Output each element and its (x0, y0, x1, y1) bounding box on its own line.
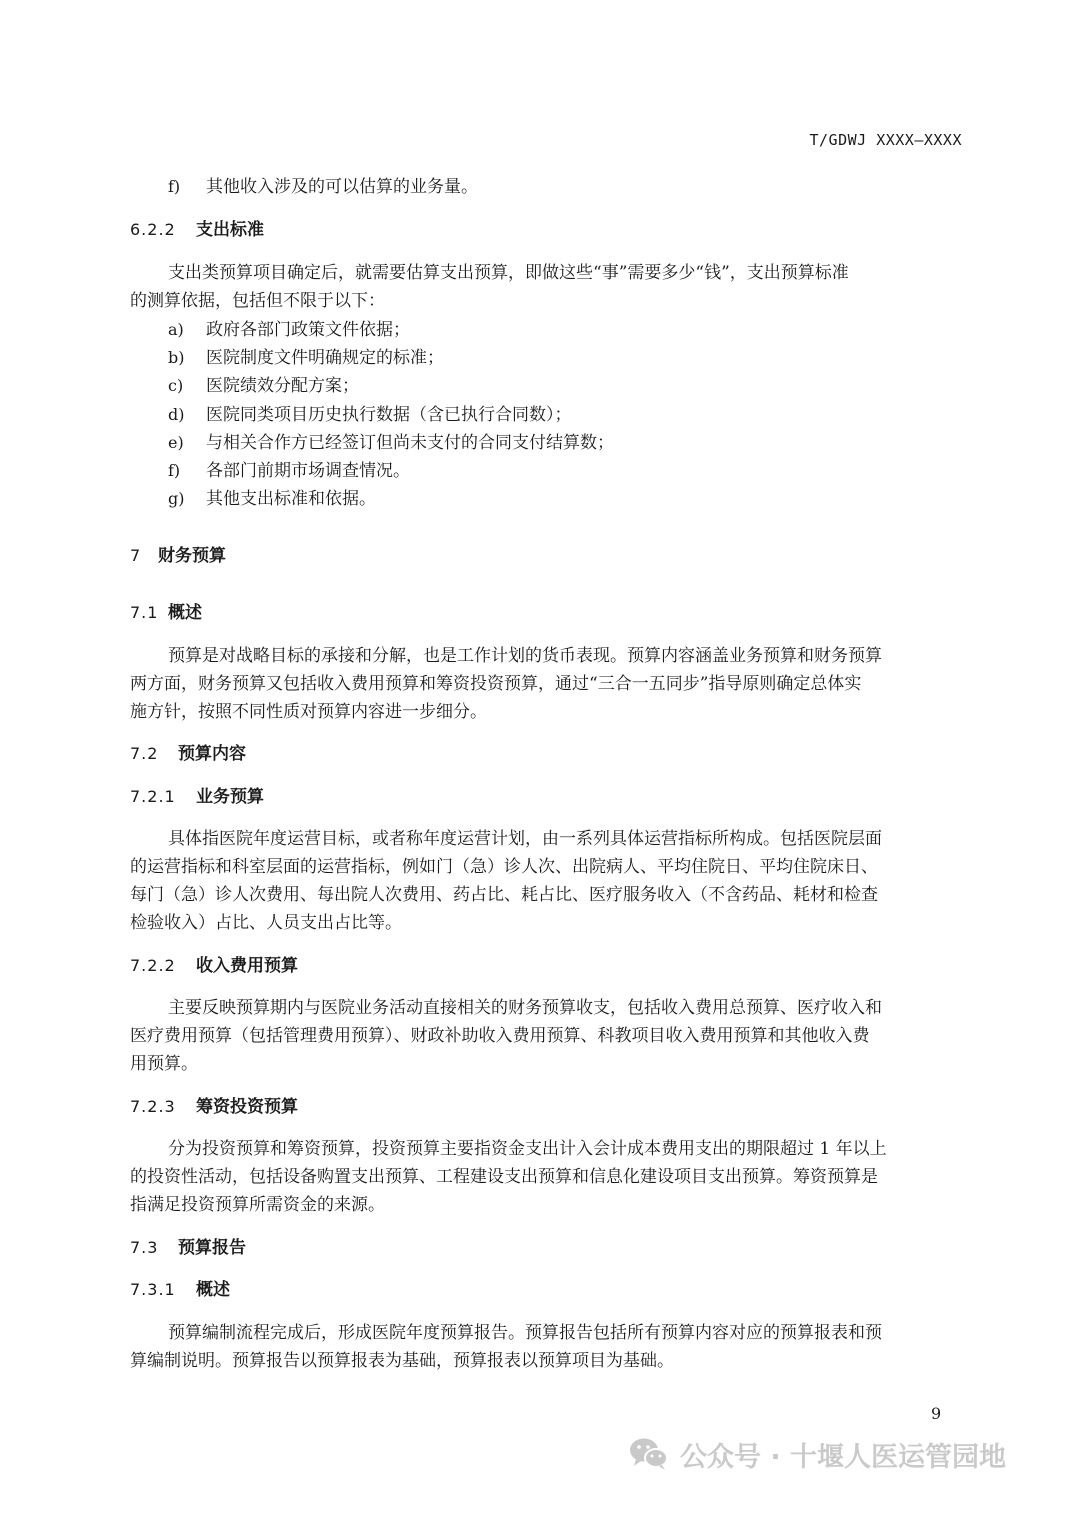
section-number: 7.2 (130, 744, 159, 763)
paragraph-line: 检验收入）占比、人员支出占比等。 (130, 913, 402, 933)
paragraph-line: 的测算依据，包括但不限于以下： (130, 291, 385, 311)
paragraph-line: 用预算。 (130, 1054, 198, 1074)
list-item-marker: d) (168, 405, 185, 424)
paragraph-line: 两方面，财务预算又包括收入费用预算和筹资投资预算，通过“三合一五同步”指导原则确定总体实 (130, 674, 862, 694)
watermark (628, 1432, 1006, 1476)
paragraph-line: 预算是对战略目标的承接和分解，也是工作计划的货币表现。预算内容涵盖业务预算和财务预算 (168, 646, 882, 666)
list-item-marker: f) (168, 177, 181, 196)
page-number: 9 (931, 1404, 942, 1423)
section-title: 预算报告 (178, 1238, 246, 1258)
paragraph-line: 每门（急）诊人次费用、每出院人次费用、药占比、耗占比、医疗服务收入（不含药品、耗材和检查 (130, 885, 878, 905)
list-item-text: 其他支出标准和依据。 (206, 489, 376, 509)
section-number: 7.2.3 (130, 1097, 176, 1116)
paragraph-line: 主要反映预算期内与医院业务活动直接相关的财务预算收支，包括收入费用总预算、医疗收入和 (168, 998, 882, 1018)
wechat-icon (628, 1436, 670, 1472)
list-item-text: 与相关合作方已经签订但尚未支付的合同支付结算数； (206, 433, 614, 453)
watermark-text: 公众号 · 十堰人医运管园地 (680, 1441, 1007, 1473)
section-title: 收入费用预算 (196, 956, 298, 976)
paragraph-line: 医疗费用预算（包括管理费用预算）、财政补助收入费用预算、科教项目收入费用预算和其他收入费 (130, 1026, 870, 1046)
list-item-text: 医院同类项目历史执行数据（含已执行合同数）； (206, 405, 572, 425)
list-item-text: 政府各部门政策文件依据； (206, 320, 410, 340)
document-code: T/GDWJ XXXX—XXXX (809, 131, 962, 149)
paragraph-line: 预算编制流程完成后，形成医院年度预算报告。预算报告包括所有预算内容对应的预算报表和预 (168, 1323, 882, 1343)
section-title: 预算内容 (178, 744, 246, 764)
chapter-number: 7 (130, 546, 142, 565)
list-item-marker: g) (168, 489, 185, 508)
section-number: 7.3 (130, 1238, 159, 1257)
list-item-text: 医院绩效分配方案； (206, 376, 359, 396)
paragraph-line: 指满足投资预算所需资金的来源。 (130, 1195, 385, 1215)
paragraph-line: 具体指医院年度运营目标，或者称年度运营计划，由一系列具体运营指标所构成。包括医院层面 (168, 829, 882, 849)
section-number: 7.1 (130, 603, 159, 622)
list-item-marker: f) (168, 461, 181, 480)
list-item-marker: a) (168, 320, 184, 339)
section-title: 筹资投资预算 (196, 1097, 298, 1117)
paragraph-line: 算编制说明。预算报告以预算报表为基础，预算报表以预算项目为基础。 (130, 1351, 674, 1371)
list-item-text: 各部门前期市场调查情况。 (206, 461, 410, 481)
chapter-title: 财务预算 (158, 546, 226, 566)
section-number: 7.3.1 (130, 1280, 176, 1299)
paragraph-line: 分为投资预算和筹资预算，投资预算主要指资金支出计入会计成本费用支出的期限超过 1 年以上 (168, 1139, 887, 1159)
paragraph-line: 施方针，按照不同性质对预算内容进一步细分。 (130, 702, 487, 722)
section-number: 7.2.1 (130, 787, 176, 806)
section-number: 7.2.2 (130, 956, 176, 975)
section-title: 概述 (196, 1280, 230, 1300)
list-item-text: 医院制度文件明确规定的标准； (206, 348, 444, 368)
paragraph-line: 支出类预算项目确定后，就需要估算支出预算，即做这些“事”需要多少“钱”，支出预算标准 (168, 263, 849, 283)
section-title: 概述 (168, 603, 202, 623)
list-item-marker: b) (168, 348, 185, 367)
paragraph-line: 的投资性活动，包括设备购置支出预算、工程建设支出预算和信息化建设项目支出预算。筹资预算是 (130, 1167, 878, 1187)
section-title: 业务预算 (196, 787, 264, 807)
list-item-text: 其他收入涉及的可以估算的业务量。 (206, 177, 478, 197)
paragraph-line: 的运营指标和科室层面的运营指标，例如门（急）诊人次、出院病人、平均住院日、平均住院床日、 (130, 857, 878, 877)
section-number: 6.2.2 (130, 220, 176, 239)
list-item-marker: e) (168, 433, 184, 452)
list-item-marker: c) (168, 376, 184, 395)
section-title: 支出标准 (196, 220, 264, 240)
